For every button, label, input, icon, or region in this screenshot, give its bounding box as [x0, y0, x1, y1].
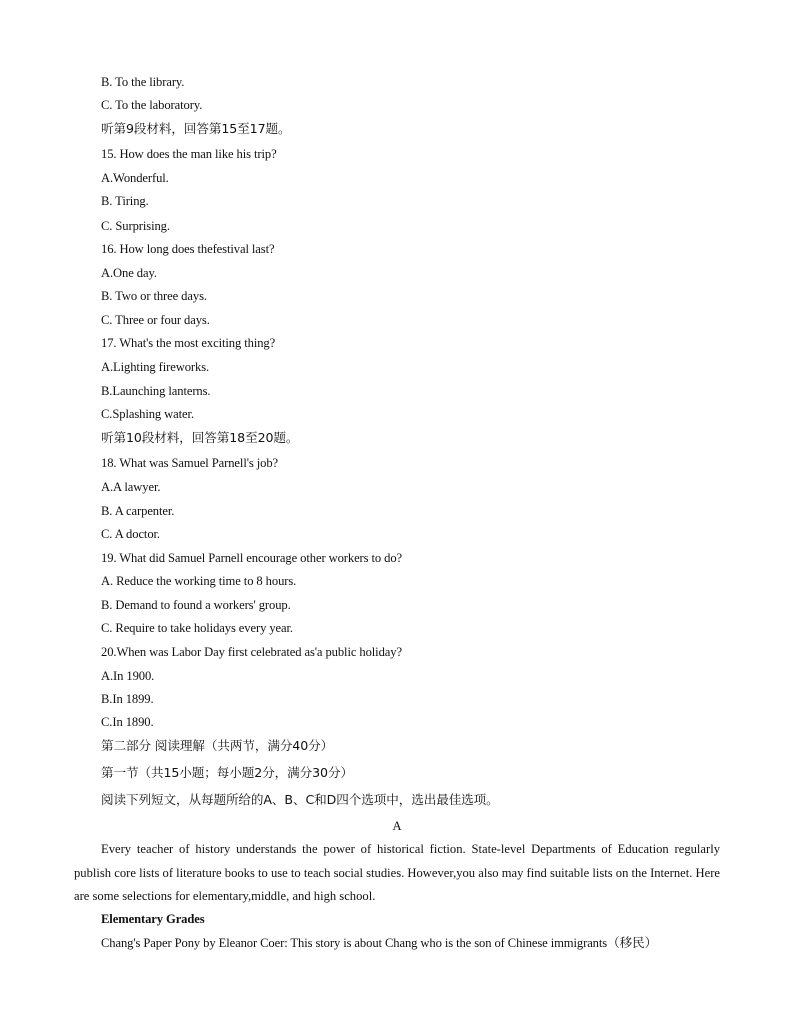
part-two-heading: 第二部分 阅读理解（共两节，满分40分） [101, 738, 334, 753]
option-c-20: C.In 1890. [101, 715, 154, 729]
option-b-15: B. Tiring. [101, 194, 149, 208]
option-c-15: C. Surprising. [101, 219, 170, 233]
section-one-heading: 第一节（共15小题；每小题2分，满分30分） [101, 765, 353, 780]
option-c-17: C.Splashing water. [101, 407, 194, 421]
question-19: 19. What did Samuel Parnell encourage other workers to do? [101, 551, 403, 565]
instruction-section-10: 听第10段材料，回答第18至20题。 [101, 430, 299, 445]
book-entry-line: Chang's Paper Pony by Eleanor Coer: This story is about Chang who is the son of Chinese immigrants（移民） [101, 936, 658, 950]
question-20: 20.When was Labor Day first celebrated as'a public holiday? [101, 645, 402, 659]
option-c-18: C. A doctor. [101, 527, 160, 541]
option-c-19: C. Require to take holidays every year. [101, 621, 293, 635]
option-b-18: B. A carpenter. [101, 504, 175, 518]
question-16: 16. How long does thefestival last? [101, 242, 275, 256]
option-a-15: A.Wonderful. [101, 171, 169, 185]
option-a-17: A.Lighting fireworks. [101, 360, 210, 374]
passage-paragraph: Every teacher of history understands the power of historical fiction. State-level Departments of Education regularly publish core lists of literature books to use to teach social studies. However,you also may find suitable lists on the Internet. Here are some selections for elementary,middle, and high school. [74, 842, 720, 903]
option-b-17: B.Launching lanterns. [101, 384, 211, 398]
option-c-16: C. Three or four days. [101, 313, 210, 327]
question-17: 17. What's the most exciting thing? [101, 336, 276, 350]
option-b-14: B. To the library. [101, 75, 185, 89]
option-b-20: B.In 1899. [101, 692, 154, 706]
option-a-20: A.In 1900. [101, 669, 155, 683]
option-a-16: A.One day. [101, 266, 157, 280]
option-b-16: B. Two or three days. [101, 289, 207, 303]
section-heading-elementary: Elementary Grades [101, 912, 205, 926]
option-a-18: A.A lawyer. [101, 480, 161, 494]
instruction-section-9: 听第9段材料，回答第15至17题。 [101, 121, 291, 136]
question-15: 15. How does the man like his trip? [101, 147, 277, 161]
reading-instruction: 阅读下列短文，从每题所给的A、B、C和D四个选项中，选出最佳选项。 [101, 792, 499, 807]
option-a-19: A. Reduce the working time to 8 hours. [101, 574, 297, 588]
question-18: 18. What was Samuel Parnell's job? [101, 456, 279, 470]
option-b-19: B. Demand to found a workers' group. [101, 598, 291, 612]
option-c-14: C. To the laboratory. [101, 98, 203, 112]
passage-label: A [392, 819, 402, 833]
